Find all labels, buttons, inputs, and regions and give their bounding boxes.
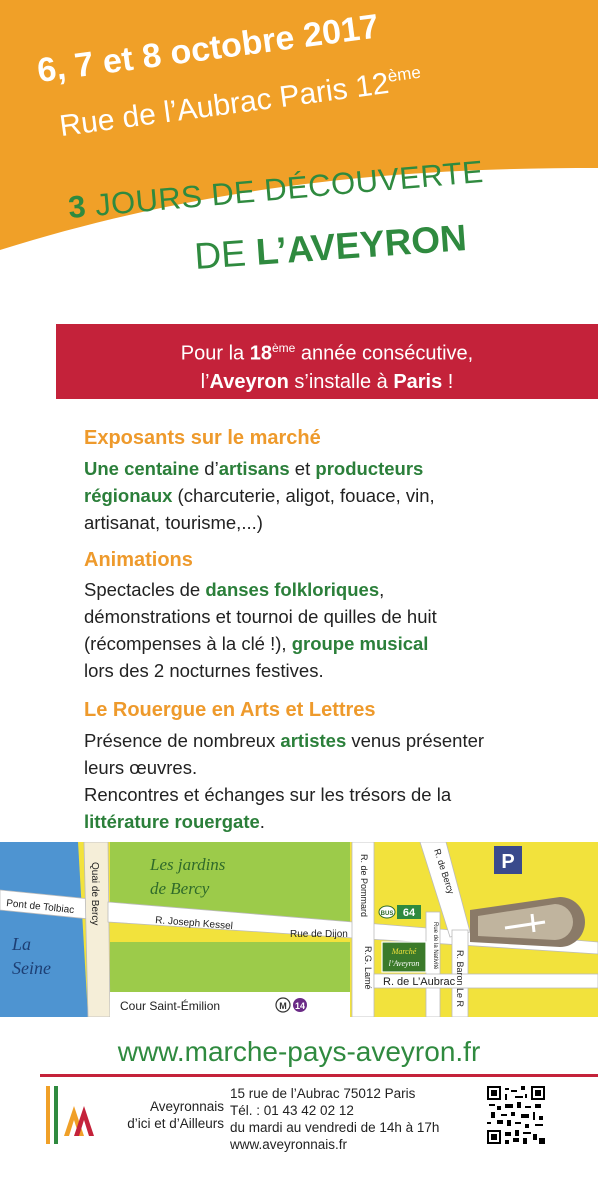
label-dijon: Rue de Dijon — [290, 929, 348, 940]
section-body-arts: Présence de nombreux artistes venus présenter leurs œuvres. Rencontres et échanges sur les trésors de la littérature rouergate. — [84, 730, 485, 832]
label-river: La — [12, 934, 32, 954]
contact-info: 15 rue de l’Aubrac 75012 Paris Tél. : 01 43 42 02 12 du mardi au vendredi de 14h à 17h www.aveyronnais.fr — [230, 1085, 490, 1153]
tagline-line2: DE L’AVEYRON — [193, 217, 469, 278]
label-baron: R. Baron Le R — [455, 950, 465, 1008]
bus-icon — [379, 905, 421, 919]
section-body-animations: Spectacles de danses folkloriques, démonstrations et tournoi de quilles de huit (récompenses à la clé !), groupe musical lors des 2 nocturnes festives. — [84, 579, 437, 681]
label-park: Les jardins — [150, 855, 226, 874]
aveyronnais-logo-icon — [62, 1104, 96, 1138]
svg-text:l’Aveyron: l’Aveyron — [388, 959, 420, 968]
label-cour-st-emilion: Cour Saint-Émilion — [120, 999, 221, 1013]
parking-icon — [494, 846, 522, 874]
label-aubrac: R. de L’Aubrac — [383, 976, 456, 988]
svg-text:P: P — [501, 851, 515, 873]
org-website[interactable]: www.aveyronnais.fr — [230, 1137, 348, 1152]
svg-text:64: 64 — [402, 907, 416, 919]
qr-code-icon — [487, 1086, 545, 1144]
event-website[interactable]: www.marche-pays-aveyron.fr — [117, 1036, 481, 1067]
banner-line2: l’Aveyron s’installe à Paris ! — [200, 370, 454, 393]
section-title-exposants: Exposants sur le marché — [84, 427, 321, 449]
svg-text:14: 14 — [294, 1001, 306, 1011]
label-bercy: R. de Bercy — [432, 847, 457, 896]
footer-divider — [40, 1074, 598, 1077]
section-body-exposants: Une centaine d’artisans et producteurs régionaux (charcuterie, aligot, fouace, vin, artisanat, tourisme,...) — [84, 458, 435, 533]
label-quai-de-bercy: Quai de Bercy — [89, 862, 100, 926]
event-dates: 6, 7 et 8 octobre 2017 — [34, 7, 381, 91]
tagline-line1: 3 JOURS DE DÉCOUVERTE — [66, 153, 485, 226]
event-place: Rue de l’Aubrac Paris 12ème — [57, 62, 422, 144]
access-map — [0, 842, 598, 1017]
footer-accent-bar — [46, 1086, 50, 1144]
svg-text:M: M — [279, 1001, 287, 1011]
label-kessel: R. Joseph Kessel — [154, 915, 234, 933]
section-title-arts: Le Rouergue en Arts et Lettres — [84, 699, 376, 721]
marche-aveyron-marker — [382, 942, 426, 972]
label-nativite: Rue de la Nativité — [432, 922, 438, 970]
banner-line1: Pour la 18ème année consécutive, — [180, 341, 474, 365]
seine-river — [0, 842, 88, 1017]
label-park2: de Bercy — [150, 879, 210, 898]
svg-text:Marché: Marché — [391, 947, 417, 956]
footer-accent-bar-green — [54, 1086, 58, 1144]
section-title-animations: Animations — [84, 549, 193, 571]
label-river2: Seine — [12, 958, 51, 978]
anniversary-banner — [56, 324, 598, 399]
label-pommard: R. de Pommard — [359, 854, 369, 918]
label-lame: R.G. Lamé — [363, 946, 373, 990]
svg-text:BUS: BUS — [380, 911, 394, 917]
label-pont-de-tolbiac: Pont de Tolbiac — [5, 898, 75, 917]
org-name: Aveyronnais d’ici et d’Ailleurs — [127, 1099, 224, 1131]
